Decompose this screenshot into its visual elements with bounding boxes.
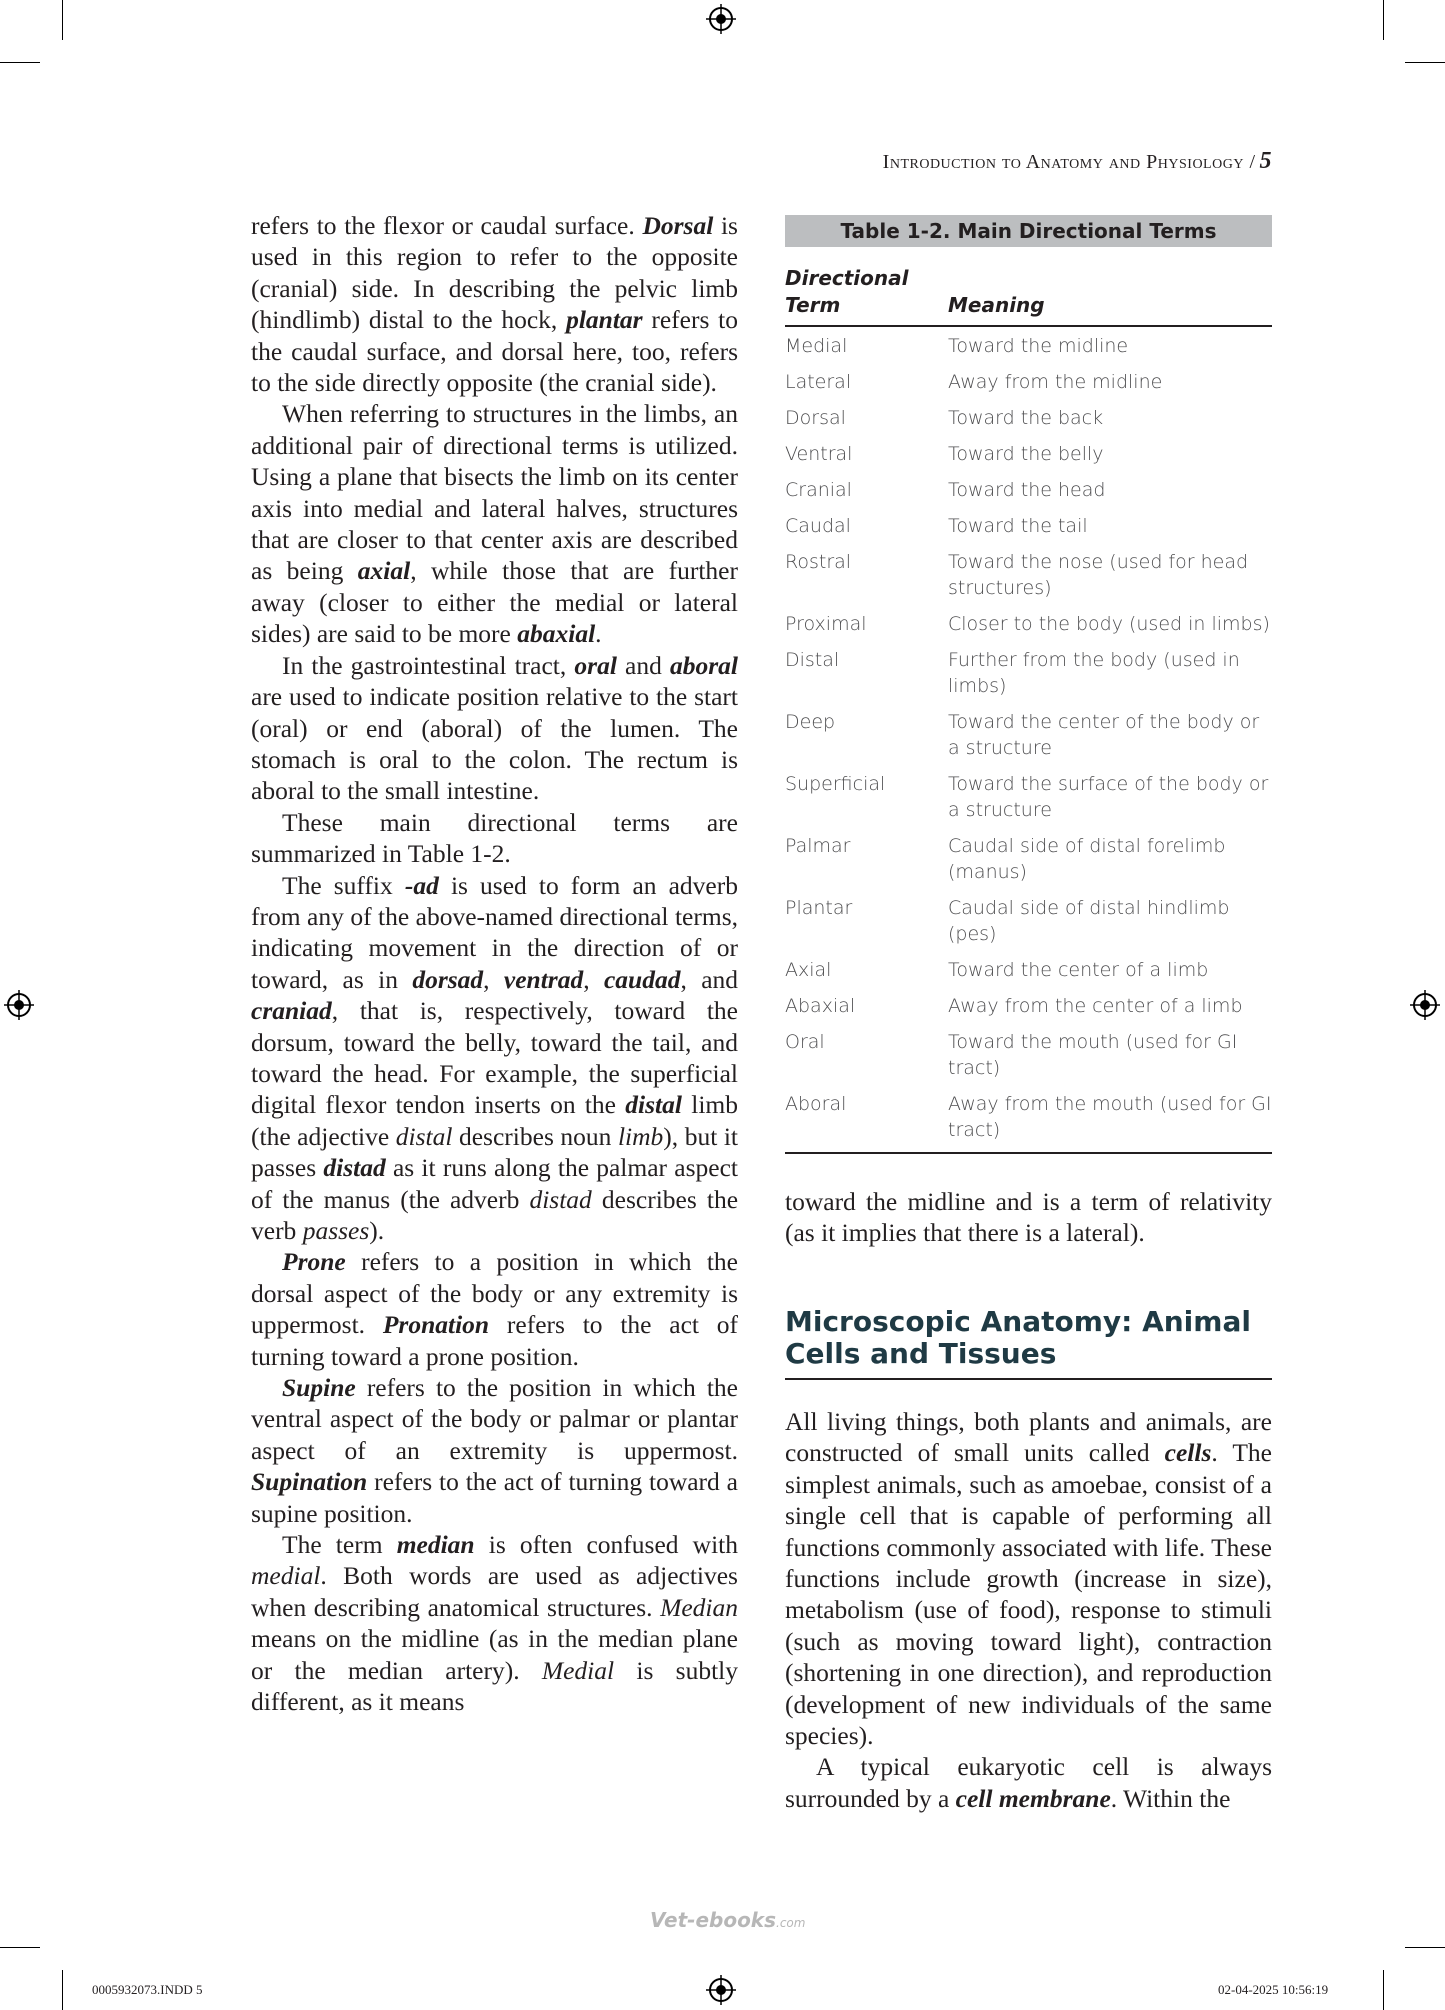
- paragraph: Supine refers to the position in which the ventral aspect of the body or palmar or plantar aspect of an extremity is uppermost. Supination refers to the act of turning toward a supine position.: [251, 1373, 738, 1528]
- cell-meaning: Toward the nose (used for head structures): [948, 551, 1249, 599]
- cell-term: Plantar: [785, 897, 853, 919]
- table-row: [785, 988, 1272, 1024]
- paragraph: When referring to structures in the limbs, an additional pair of directional terms is utilized. Using a plane that bisects the limb on its center axis into medial and lateral halves, structures that are closer to that center axis are described as being axial, while those that are further away (closer to either the medial or lateral sides) are said to be more abaxial.: [251, 399, 738, 649]
- column-header-meaning: Meaning: [948, 293, 1045, 317]
- cell-meaning: Toward the tail: [948, 515, 1088, 537]
- cell-term: Distal: [785, 649, 840, 671]
- table-row: [785, 704, 1272, 766]
- table-body: [785, 327, 1272, 1148]
- cell-meaning: Toward the mouth (used for GI tract): [948, 1031, 1238, 1079]
- paragraph: The term median is often confused with medial. Both words are used as adjectives when describing anatomical structures. Median means on the midline (as in the median plane or the median artery). Medial is subtly different, as it means: [251, 1530, 739, 1717]
- crop-mark: [1405, 62, 1445, 63]
- directional-terms-table: [785, 215, 1272, 1154]
- cell-term: Proximal: [785, 613, 867, 635]
- paragraph: refers to the flexor or caudal surface. Dorsal is used in this region to refer to the opposite (cranial) side. In describing the pelvic limb (hindlimb) distal to the hock, plantar refers to the caudal surface, and dorsal here, too, refers to the side directly opposite (the cranial side).: [251, 211, 739, 398]
- cell-term: Axial: [785, 959, 832, 981]
- crop-mark: [62, 0, 63, 40]
- table-row: [785, 606, 1272, 642]
- cell-term: Ventral: [785, 443, 853, 465]
- registration-mark-icon: [706, 4, 736, 34]
- cell-meaning: Closer to the body (used in limbs): [948, 613, 1270, 635]
- paragraph: All living things, both plants and animals, are constructed of small units called cells. The simplest animals, such as amoebae, consist of a single cell that is capable of performing all functions commonly associated with life. These functions include growth (increase in size), metabolism (use of food), response to stimuli (such as moving toward light), contraction (shortening in one direction), and reproduction (development of new individuals of the same species).: [785, 1407, 1272, 1751]
- table-row: [785, 766, 1272, 828]
- cell-meaning: Toward the belly: [948, 443, 1104, 465]
- watermark-logo: Vet-ebooks.com: [650, 1908, 806, 1932]
- cell-meaning: Caudal side of distal forelimb (manus): [948, 835, 1226, 883]
- cell-term: Abaxial: [785, 995, 856, 1017]
- crop-mark: [0, 1947, 40, 1948]
- table-row: [785, 508, 1272, 544]
- table-row: [785, 327, 1272, 364]
- running-head: [883, 148, 1272, 175]
- cell-term: Aboral: [785, 1093, 847, 1115]
- table-row: [785, 1024, 1272, 1086]
- crop-mark: [1383, 1970, 1384, 2010]
- paragraph: The suffix -ad is used to form an adverb from any of the above-named directional terms, indicating movement in the direction of or toward, as in dorsad, ventrad, caudad, and craniad, that is, respectively, toward the dorsum, toward the belly, toward the tail, and toward the head. For example, the superficial digital flexor tendon inserts on the distal limb (the adjective distal describes noun limb), but it passes distad as it runs along the palmar aspect of the manus (the adverb distad describes the verb passes).: [251, 870, 739, 1245]
- column-header-term: Directional Term: [785, 266, 909, 317]
- paragraph: toward the midline and is a term of relativity (as it implies that there is a lateral).: [785, 1187, 1272, 1248]
- paragraph: Prone refers to a position in which the dorsal aspect of the body or any extremity is uppermost. Pronation refers to the act of turning toward a prone position.: [251, 1247, 738, 1371]
- cell-meaning: Toward the back: [948, 407, 1104, 429]
- paragraph: A typical eukaryotic cell is always surrounded by a cell membrane. Within the: [785, 1752, 1272, 1813]
- registration-mark-icon: [706, 1975, 736, 2005]
- cell-meaning: Toward the center of the body or a structure: [948, 711, 1260, 759]
- registration-mark-icon: [1410, 990, 1440, 1020]
- paragraph: In the gastrointestinal tract, oral and aboral are used to indicate position relative to the start (oral) or end (aboral) of the lumen. The stomach is oral to the colon. The rectum is aboral to the small intestine.: [251, 650, 738, 806]
- table-row: [785, 828, 1272, 890]
- cell-term: Superficial: [785, 773, 886, 795]
- crop-mark: [1383, 0, 1384, 40]
- crop-mark: [1405, 1947, 1445, 1948]
- table-row: [785, 1086, 1272, 1148]
- table-bottom-rule: [785, 1152, 1272, 1154]
- running-head-title: Introduction to Anatomy and Physiology /: [882, 151, 1256, 173]
- cell-term: Medial: [785, 335, 848, 357]
- cell-meaning: Away from the mouth (used for GI tract): [948, 1093, 1272, 1141]
- cell-term: Dorsal: [785, 407, 846, 429]
- cell-term: Rostral: [785, 551, 852, 573]
- paragraph: These main directional terms are summarized in Table 1-2.: [251, 807, 738, 869]
- table-row: [785, 364, 1272, 400]
- cell-meaning: Caudal side of distal hindlimb (pes): [948, 897, 1230, 945]
- table-row: [785, 642, 1272, 704]
- table-caption: Table 1-2. Main Directional Terms: [785, 215, 1272, 247]
- cell-term: Palmar: [785, 835, 851, 857]
- section-heading: Microscopic Anatomy: Animal Cells and Tissues: [785, 1306, 1272, 1380]
- table-row: [785, 400, 1272, 436]
- footer-timestamp: 02-04-2025 10:56:19: [1218, 1982, 1329, 1997]
- cell-term: Lateral: [785, 371, 852, 393]
- cell-meaning: Toward the surface of the body or a structure: [948, 773, 1269, 821]
- table-row: [785, 472, 1272, 508]
- table-row: [785, 436, 1272, 472]
- table-header: [785, 265, 1272, 327]
- cell-term: Cranial: [785, 479, 852, 501]
- cell-meaning: Further from the body (used in limbs): [948, 649, 1240, 697]
- crop-mark: [0, 62, 40, 63]
- cell-term: Deep: [785, 711, 836, 733]
- footer-file-slug: 0005932073.INDD 5: [92, 1982, 203, 1997]
- crop-mark: [62, 1970, 63, 2010]
- cell-term: Caudal: [785, 515, 851, 537]
- table-row: [785, 952, 1272, 988]
- cell-meaning: Toward the center of a limb: [948, 959, 1209, 981]
- left-column: [251, 210, 738, 1718]
- cell-term: Oral: [785, 1031, 825, 1053]
- right-column-continuation: [785, 1186, 1272, 1249]
- table-row: [785, 890, 1272, 952]
- right-column-body: [785, 1406, 1272, 1814]
- cell-meaning: Away from the center of a limb: [948, 995, 1243, 1017]
- registration-mark-icon: [4, 990, 34, 1020]
- cell-meaning: Toward the midline: [948, 335, 1129, 357]
- table-row: [785, 544, 1272, 606]
- cell-meaning: Away from the midline: [948, 371, 1163, 393]
- page-number: 5: [1259, 148, 1272, 174]
- cell-meaning: Toward the head: [948, 479, 1106, 501]
